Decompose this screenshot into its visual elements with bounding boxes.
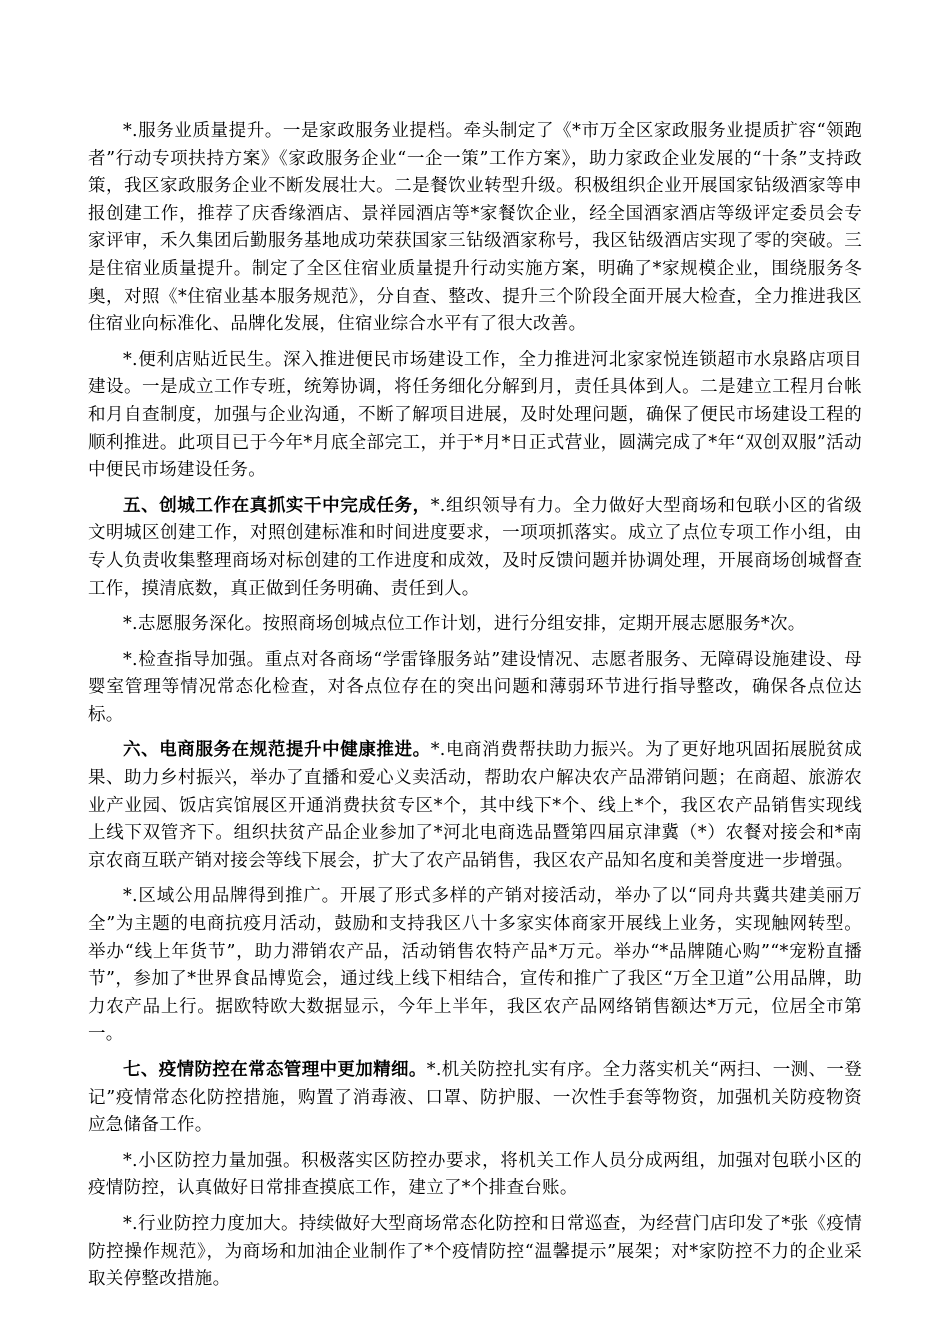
paragraph-text: *.机关防控扎实有序。全力落实机关“两扫、一测、一登记”疫情常态化防控措施，购置了消毒液、口罩、防护服、一次性手套等物资，加强机关防疫物资应急储备工作。 xyxy=(88,1060,862,1136)
paragraph-volunteer xyxy=(88,611,862,639)
paragraph-inspection xyxy=(88,647,862,730)
section-heading-5: 五、创城工作在真抓实干中完成任务， xyxy=(123,495,431,516)
paragraph-text: *.行业防控力度加大。持续做好大型商场常态化防控和日常巡查，为经营门店印发了*张《疫情防控操作规范》，为商场和加油企业制作了*个疫情防控“温馨提示”展架；对*家防控不力的企业采取关停整改措施。 xyxy=(88,1213,862,1290)
paragraph-text: *.区域公用品牌得到推广。开展了形式多样的产销对接活动，举办了以“同舟共冀共建美丽万全”为主题的电商抗疫月活动，鼓励和支持我区八十多家实体商家开展线上业务，实现触网转型。举办“线上年货节”，助力滞销农产品，活动销售农特产品*万元。举办“*品牌随心购”“*宠粉直播节”，参加了*世界食品博览会，通过线上线下相结合，宣传和推广了我区“万全卫道”公用品牌，助力农产品上行。据欧特欧大数据显示，今年上半年，我区农产品网络销售额达*万元，位居全市第一。 xyxy=(88,886,862,1045)
section-heading-7: 七、疫情防控在常态管理中更加精细。 xyxy=(123,1060,427,1080)
paragraph-text: *.志愿服务深化。按照商场创城点位工作计划，进行分组安排，定期开展志愿服务*次。 xyxy=(123,614,806,635)
paragraph-civilized-city xyxy=(88,493,862,603)
paragraph-text: *.组织领导有力。全力做好大型商场和包联小区的省级文明城区创建工作，对照创建标准和时间进度要求，一项项抓落实。成立了点位专项工作小组，由专人负责收集整理商场对标创建的工作进度和成效，及时反馈问题并协调处理，开展商场创城督查工作，摸清底数，真正做到任务明确、责任到人。 xyxy=(88,495,862,599)
paragraph-ecommerce xyxy=(88,737,862,875)
section-heading-6: 六、电商服务在规范提升中健康推进。 xyxy=(123,740,431,761)
paragraph-industry-control xyxy=(88,1211,862,1294)
paragraph-text: *.小区防控力量加强。积极落实区防控办要求，将机关工作人员分成两组，加强对包联小区的疫情防控，认真做好日常排查摸底工作，建立了*个排查台账。 xyxy=(88,1150,862,1199)
paragraph-service-quality xyxy=(88,118,862,339)
paragraph-community-control xyxy=(88,1148,862,1203)
paragraph-text: *.便利店贴近民生。深入推进便民市场建设工作，全力推进河北家家悦连锁超市水泉路店项目建设。一是成立工作专班，统筹协调，将任务细化分解到月，责任具体到人。二是建立工程月台帐和月自查制度，加强与企业沟通，不断了解项目进展，及时处理问题，确保了便民市场建设工程的顺利推进。此项目已于今年*月底全部完工，并于*月*日正式营业，圆满完成了*年“双创双服”活动中便民市场建设任务。 xyxy=(88,349,862,481)
paragraph-text: *.检查指导加强。重点对各商场“学雷锋服务站”建设情况、志愿者服务、无障碍设施建设、母婴室管理等情况常态化检查，对各点位存在的突出问题和薄弱环节进行指导整改，确保各点位达标。 xyxy=(88,649,862,725)
paragraph-epidemic xyxy=(88,1057,862,1140)
paragraph-text: *.服务业质量提升。一是家政服务业提档。牵头制定了《*市万全区家政服务业提质扩容“领跑者”行动专项扶持方案》《家政服务企业“一企一策”工作方案》，助力家政企业发展的“十条”支持政策，我区家政服务企业不断发展壮大。二是餐饮业转型升级。积极组织企业开展国家钻级酒家等申报创建工作，推荐了庆香缘酒店、景祥园酒店等*家餐饮企业，经全国酒家酒店等级评定委员会专家评审，禾久集团后勤服务基地成功荣获国家三钻级酒家称号，我区钻级酒店实现了零的突破。三是住宿业质量提升。制定了全区住宿业质量提升行动实施方案，明确了*家规模企业，围绕服务冬奥，对照《*住宿业基本服务规范》，分自查、整改、提升三个阶段全面开展大检查，全力推进我区住宿业向标准化、品牌化发展，住宿业综合水平有了很大改善。 xyxy=(88,121,862,335)
paragraph-text: *.电商消费帮扶助力振兴。为了更好地巩固拓展脱贫成果、助力乡村振兴，举办了直播和爱心义卖活动，帮助农户解决农产品滞销问题；在商超、旅游农业产业园、饭店宾馆展区开通消费扶贫专区*个，其中线下*个、线上*个，我区农产品销售实现线上线下双管齐下。组织扶贫产品企业参加了*河北电商选品暨第四届京津冀（*）农餐对接会和*南京农商互联产销对接会等线下展会，扩大了农产品销售，我区农产品知名度和美誉度进一步增强。 xyxy=(88,740,862,871)
paragraph-regional-brand xyxy=(88,883,862,1049)
paragraph-convenience-store xyxy=(88,347,862,485)
